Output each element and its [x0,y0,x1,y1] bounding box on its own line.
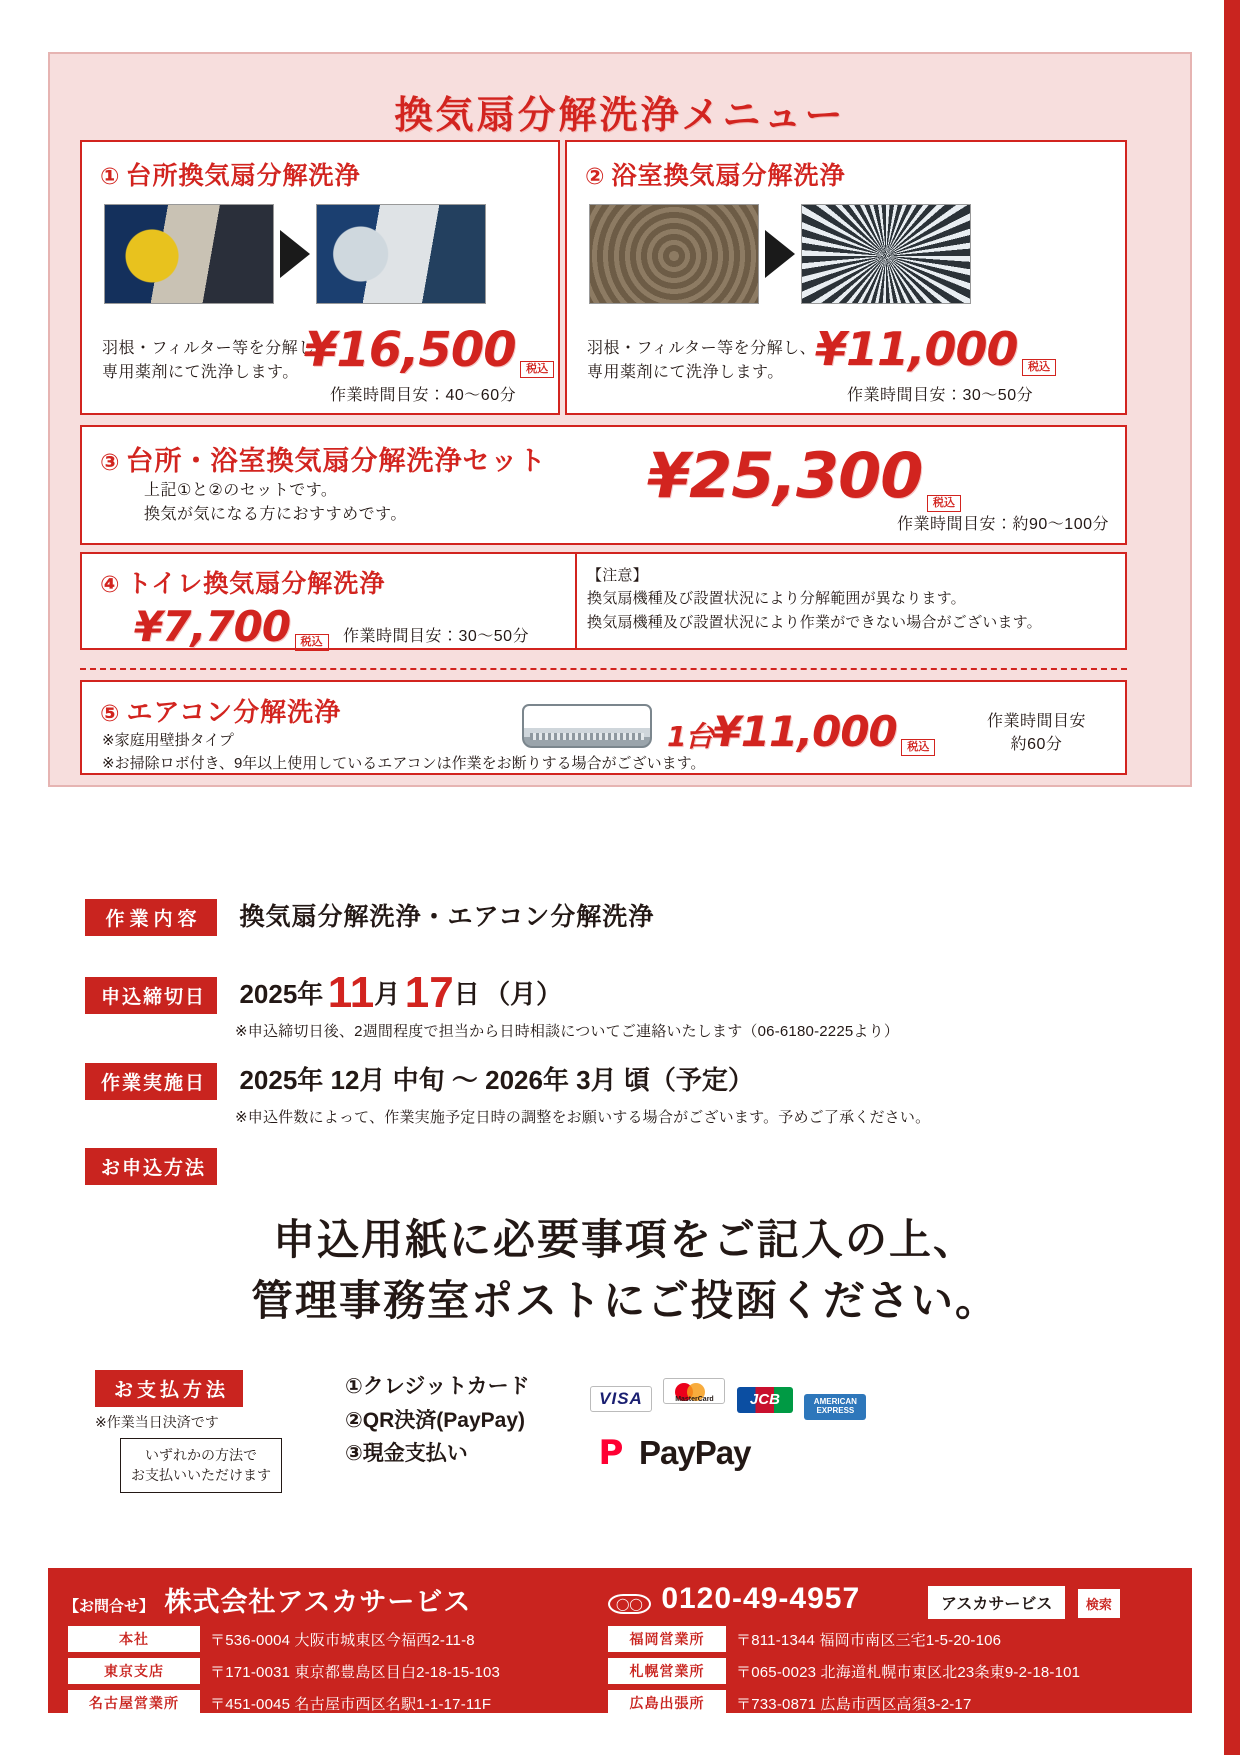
menu-item-5 [80,680,1127,775]
payment-row [95,1370,243,1407]
howto-tag: お申込方法 [85,1148,217,1185]
jcb-icon: JCB [737,1387,793,1413]
menu-item-1-time: 作業時間目安：40〜60分 [330,387,517,404]
menu-item-1-title: 台所換気扇分解洗浄 [126,162,361,190]
schedule-row [85,1060,754,1100]
howto-row [85,1148,217,1185]
office-row [68,1626,588,1652]
arrow-icon [280,230,310,278]
right-red-bar [1224,0,1240,1755]
payment-note: ※作業当日決済です [95,1414,219,1430]
office-row [608,1626,1178,1652]
footer-offices-right [608,1626,1178,1716]
footer-contact-label: 【お問合せ】 [64,1598,155,1615]
menu-item-2 [565,140,1127,415]
menu-item-4-title: トイレ換気扇分解洗浄 [126,570,386,598]
before-photo-bath [589,204,759,304]
menu-item-5-desc: ※家庭用壁掛タイプ ※お掃除ロボ付き、9年以上使用しているエアコンは作業をお断りする場合がございます。 [102,732,706,772]
deadline-day-unit: 日 [453,979,480,1009]
deadline-day: 17 [404,968,454,1017]
footer-search[interactable] [928,1586,1120,1619]
menu-item-2-photos [589,204,1125,304]
schedule-value: 2025年 12月 中旬 〜 2026年 3月 頃（予定） [239,1065,754,1095]
office-name: 札幌営業所 [608,1658,726,1684]
payment-method-3: ③現金支払い [345,1442,468,1466]
howto-line-1: 申込用紙に必要事項をご記入の上、 [272,1216,977,1263]
menu-item-2-tax: 税込 [1022,359,1056,376]
menu-title: 換気扇分解洗浄メニュー [394,95,846,137]
menu-item-3-time: 作業時間目安：約90〜100分 [897,516,1109,533]
office-address: 〒065-0023 北海道札幌市東区北23条東9-2-18-101 [736,1663,1081,1681]
menu-item-3-number: ③ [100,449,121,475]
howto-message [150,1210,1100,1332]
aircon-icon [522,704,652,748]
menu-item-1-price: ¥16,500 [304,322,516,378]
office-row [608,1690,1178,1716]
paypay-label: PayPay [639,1434,751,1471]
menu-item-5-time: 作業時間目安 約60分 [987,713,1087,754]
howto-line-2: 管理事務室ポストにご投函ください。 [250,1276,999,1324]
deadline-value [239,968,563,1017]
footer-contact [64,1580,471,1619]
office-row [68,1690,588,1716]
menu-item-1-heading [100,156,558,192]
payment-method-2: ②QR決済(PayPay) [345,1408,525,1432]
office-name: 広島出張所 [608,1690,726,1716]
caution-block [587,564,1042,634]
office-name: 名古屋営業所 [68,1690,200,1716]
office-address: 〒811-1344 福岡市南区三宅1-5-20-106 [736,1631,1002,1649]
paypay-logo [590,1432,750,1474]
after-photo-bath [801,204,971,304]
menu-item-4-price-group [134,602,529,651]
arrow-icon [765,230,795,278]
menu-item-3-title: 台所・浴室換気扇分解洗浄セット [126,446,547,476]
menu-item-1-photos [104,204,558,304]
office-name: 東京支店 [68,1658,200,1684]
footer-offices-left [68,1626,588,1716]
deadline-weekday: （月） [484,979,563,1009]
menu-item-4-time: 作業時間目安：30〜50分 [342,628,530,645]
menu-item-3-heading [100,439,1125,478]
search-keyword[interactable]: アスカサービス [928,1586,1065,1619]
menu-item-3-price: ¥25,300 [647,439,923,512]
deadline-month: 11 [327,968,375,1017]
deadline-year: 2025 [239,979,298,1009]
dashed-separator [80,668,1127,670]
divider [575,554,577,648]
payment-frame [120,1438,282,1493]
footer-company: 株式会社アスカサービス [164,1587,472,1617]
amex-icon: AMERICAN EXPRESS [804,1394,866,1420]
payment-frame-line-1: いずれかの方法で [145,1447,257,1463]
deadline-year-unit: 年 [297,979,324,1009]
menu-item-1-price-group [304,322,554,378]
mastercard-icon: MasterCard [663,1378,725,1404]
menu-item-1-number: ① [100,163,121,189]
payment-frame-line-2: お支払いいただけます [131,1467,271,1484]
visa-icon: VISA [590,1386,652,1412]
work-value: 換気扇分解洗浄・エアコン分解洗浄 [239,903,655,931]
caution-line-1: 換気扇機種及び設置状況により分解範囲が異なります。 [587,590,966,608]
menu-item-2-price-group [815,322,1056,376]
menu-item-2-price: ¥11,000 [815,322,1018,376]
menu-item-5-price: ¥11,000 [712,707,897,756]
before-photo-kitchen [104,204,274,304]
menu-item-2-desc: 羽根・フィルター等を分解し、 専用薬剤にて洗浄します。 [587,340,817,381]
menu-item-3 [80,425,1127,545]
footer-tel-block [608,1582,860,1616]
after-photo-kitchen [316,204,486,304]
office-address: 〒536-0004 大阪市城東区今福西2-11-8 [210,1631,475,1649]
office-name: 福岡営業所 [608,1626,726,1652]
freedial-icon: ◯◯ [608,1594,651,1614]
menu-item-2-time: 作業時間目安：30〜50分 [847,387,1034,404]
deadline-tag: 申込締切日 [85,977,217,1014]
card-brand-logos [590,1378,873,1420]
menu-item-1 [80,140,560,415]
work-tag: 作業内容 [85,899,217,936]
menu-item-4-price: ¥7,700 [134,602,291,651]
menu-item-2-heading [585,156,1125,192]
office-address: 〒451-0045 名古屋市西区名駅1-1-17-11F [210,1695,492,1713]
office-row [68,1658,588,1684]
menu-item-5-number: ⑤ [100,700,121,726]
footer [48,1568,1192,1713]
search-button[interactable]: 検索 [1078,1589,1120,1618]
menu-item-1-desc: 羽根・フィルター等を分解し、 専用薬剤にて洗浄します。 [102,340,332,381]
menu-item-3-price-group [647,439,961,512]
menu-item-2-number: ② [585,163,606,189]
office-address: 〒733-0871 広島市西区高須3-2-17 [736,1695,972,1713]
payment-method-1: ①クレジットカード [345,1375,530,1398]
aircon-illustration [522,704,652,748]
menu-item-3-tax: 税込 [927,495,961,512]
menu-item-2-title: 浴室換気扇分解洗浄 [611,162,846,190]
menu-item-1-tax: 税込 [520,361,554,378]
menu-item-5-tax: 税込 [901,739,935,756]
deadline-month-unit: 月 [374,979,401,1009]
caution-line-2: 換気扇機種及び設置状況により作業ができない場合がございます。 [587,613,1042,631]
deadline-row [85,968,562,1018]
office-row [608,1658,1178,1684]
payment-methods [345,1370,530,1471]
office-name: 本社 [68,1626,200,1652]
schedule-tag: 作業実施日 [85,1063,217,1100]
menu-item-3-desc: 上記①と②のセットです。 換気が気になる方におすすめです。 [144,482,407,523]
menu-item-5-title: エアコン分解洗浄 [126,697,342,727]
deadline-note: ※申込締切日後、2週間程度で担当から日時相談についてご連絡いたします（06-6180-2225より） [235,1023,900,1040]
payment-tag: お支払方法 [95,1370,243,1407]
menu-item-5-price-group [667,707,935,756]
menu-item-4 [80,552,1127,650]
footer-tel[interactable]: 0120-49-4957 [661,1582,861,1615]
work-row [85,897,654,936]
schedule-note: ※申込件数によって、作業実施予定日時の調整をお願いする場合がございます。予めご了承ください。 [235,1109,931,1126]
menu-item-4-number: ④ [100,571,121,597]
paypay-icon: P [590,1432,632,1474]
menu-item-5-price-unit: 1台 [667,720,713,753]
menu-item-4-tax: 税込 [295,634,329,651]
caution-heading: 【注意】 [587,567,648,584]
office-address: 〒171-0031 東京都豊島区目白2-18-15-103 [210,1663,501,1681]
